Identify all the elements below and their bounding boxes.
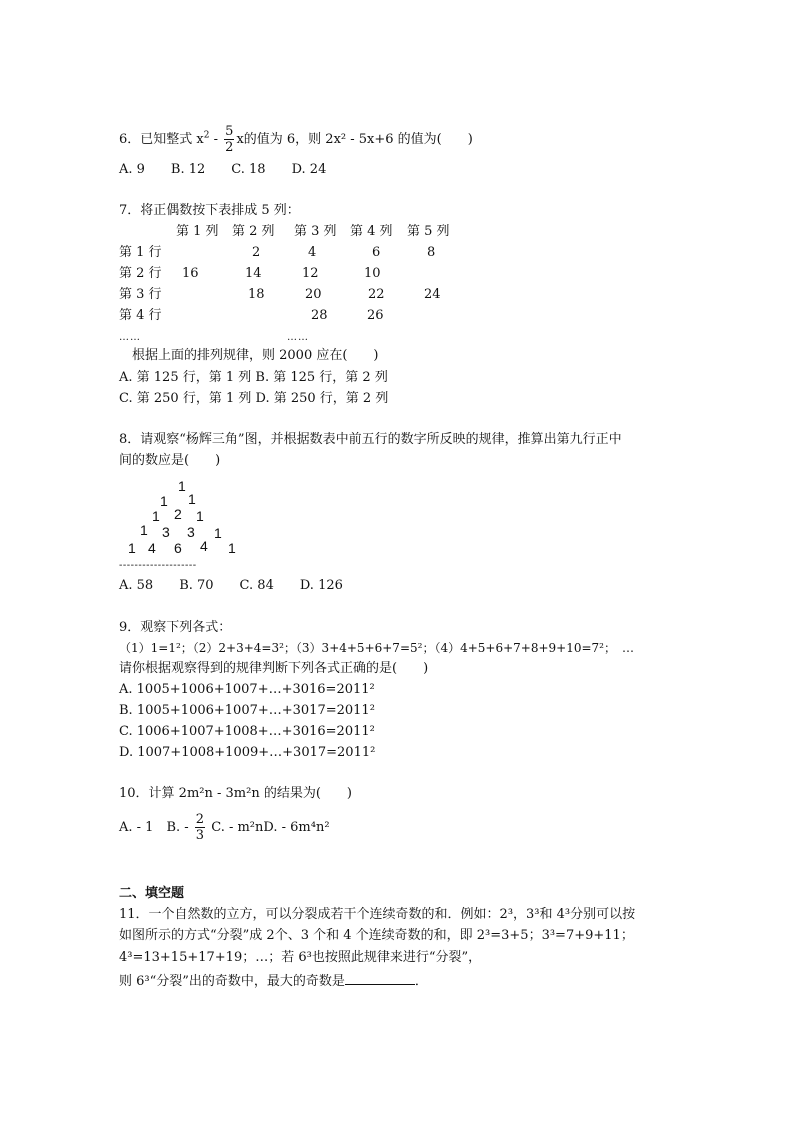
table-cell: 12 (302, 266, 319, 281)
q8-stem-1: 8．请观察“杨辉三角”图，并根据数表中前五行的数字所反映的规律，推算出第九行正中 (119, 432, 622, 447)
ellipsis-right: …… (287, 332, 309, 343)
table-cell: 26 (367, 308, 384, 323)
table-cell: 20 (305, 287, 322, 302)
col-header: 第 3 列 (294, 224, 337, 239)
triangle-cell: 1 (228, 540, 236, 556)
triangle-cell: 4 (148, 540, 156, 556)
table-cell: 2 (252, 245, 261, 260)
col-header: 第 1 列 (176, 224, 219, 239)
q7-question: 根据上面的排列规律，则 2000 应在( ) (132, 348, 379, 363)
q10-stem: 10．计算 2m²n - 3m²n 的结果为( ) (119, 786, 352, 801)
table-cell: 6 (372, 245, 381, 260)
q9-option: C. 1006+1007+1008+…+3016=2011² (119, 724, 375, 739)
q9-question: 请你根据观察得到的规律判断下列各式正确的是( ) (119, 661, 429, 676)
q7-options-2: C. 第 250 行，第 1 列 D. 第 250 行，第 2 列 (119, 391, 389, 406)
q11-line-2: 如图所示的方式“分裂”成 2个、3 个和 4 个连续奇数的和，即 2³=3+5；3³=7+9+11； (119, 928, 634, 943)
q9-option: D. 1007+1008+1009+…+3017=2011² (119, 745, 376, 760)
q9-option: A. 1005+1006+1007+…+3016=2011² (119, 682, 375, 697)
table-cell: 10 (364, 266, 381, 281)
q11-line-3: 4³=13+15+17+19；…；若 6³也按照此规律来进行“分裂”， (119, 950, 482, 965)
q7-stem: 7．将正偶数按下表排成 5 列： (119, 203, 300, 218)
triangle-cell: 1 (178, 478, 186, 494)
table-cell: 28 (311, 308, 328, 323)
triangle-cell: 6 (174, 540, 182, 556)
triangle-cell: 3 (162, 524, 170, 540)
col-header: 第 2 列 (232, 224, 275, 239)
row-label: 第 2 行 (119, 266, 162, 281)
row-label: 第 1 行 (119, 245, 162, 260)
table-cell: 14 (245, 266, 262, 281)
triangle-cell: 1 (128, 540, 136, 556)
table-cell: 4 (308, 245, 317, 260)
q6-options: A. 9 B. 12 C. 18 D. 24 (119, 162, 327, 177)
q6-stem: 6．已知整式 $x^2$ - $\frac{5}{2}$ x的值为 6，则 2x² - 5x+6 的值为( ) (119, 124, 473, 155)
q8-stem-2: 间的数应是( ) (119, 453, 221, 468)
fraction-5-over-2: $\frac{5}{2}$ (225, 124, 234, 155)
triangle-cell: 1 (188, 491, 196, 507)
triangle-cell: 1 (214, 525, 222, 541)
table-cell: 18 (248, 287, 265, 302)
triangle-cell: 1 (196, 508, 204, 524)
fraction-2-over-3: $\frac{2}{3}$ (195, 812, 205, 843)
table-cell: 24 (424, 287, 441, 302)
table-cell: 8 (427, 245, 436, 260)
ellipsis-left: …… (119, 332, 141, 343)
section-title: 二、填空题 (119, 886, 185, 901)
q9-option: B. 1005+1006+1007+…+3017=2011² (119, 703, 375, 718)
row-label: 第 4 行 (119, 308, 162, 323)
q8-options: A. 58 B. 70 C. 84 D. 126 (119, 578, 343, 593)
q7-options-1: A. 第 125 行，第 1 列 B. 第 125 行，第 2 列 (119, 370, 388, 385)
answer-blank[interactable] (345, 972, 415, 985)
q11-line-4: 则 6³“分裂”出的奇数中，最大的奇数是 ． (119, 974, 428, 989)
triangle-cell: 1 (152, 508, 160, 524)
q9-stem: 9．观察下列各式： (119, 620, 232, 635)
col-header: 第 5 列 (407, 224, 450, 239)
triangle-cell: 2 (174, 506, 182, 522)
q9-examples: （1）1=1²；（2）2+3+4=3²；（3）3+4+5+6+7=5²；（4）4+5+6+7+8+9+10=7²； … (119, 641, 634, 655)
dashed-rule: -------------------- (119, 560, 197, 571)
table-cell: 22 (368, 287, 385, 302)
q11-line-1: 11．一个自然数的立方，可以分裂成若干个连续奇数的和．例如：2³，3³和 4³分别可以按 (119, 907, 636, 922)
triangle-cell: 1 (160, 493, 168, 509)
col-header: 第 4 列 (350, 224, 393, 239)
row-label: 第 3 行 (119, 287, 162, 302)
table-cell: 16 (182, 266, 199, 281)
triangle-cell: 3 (187, 524, 195, 540)
q10-options: A. - 1 B. - $\frac{2}{3}$ C. - m²nD. - 6m⁴n² (119, 812, 330, 843)
triangle-cell: 4 (200, 538, 208, 554)
triangle-cell: 1 (140, 522, 148, 538)
